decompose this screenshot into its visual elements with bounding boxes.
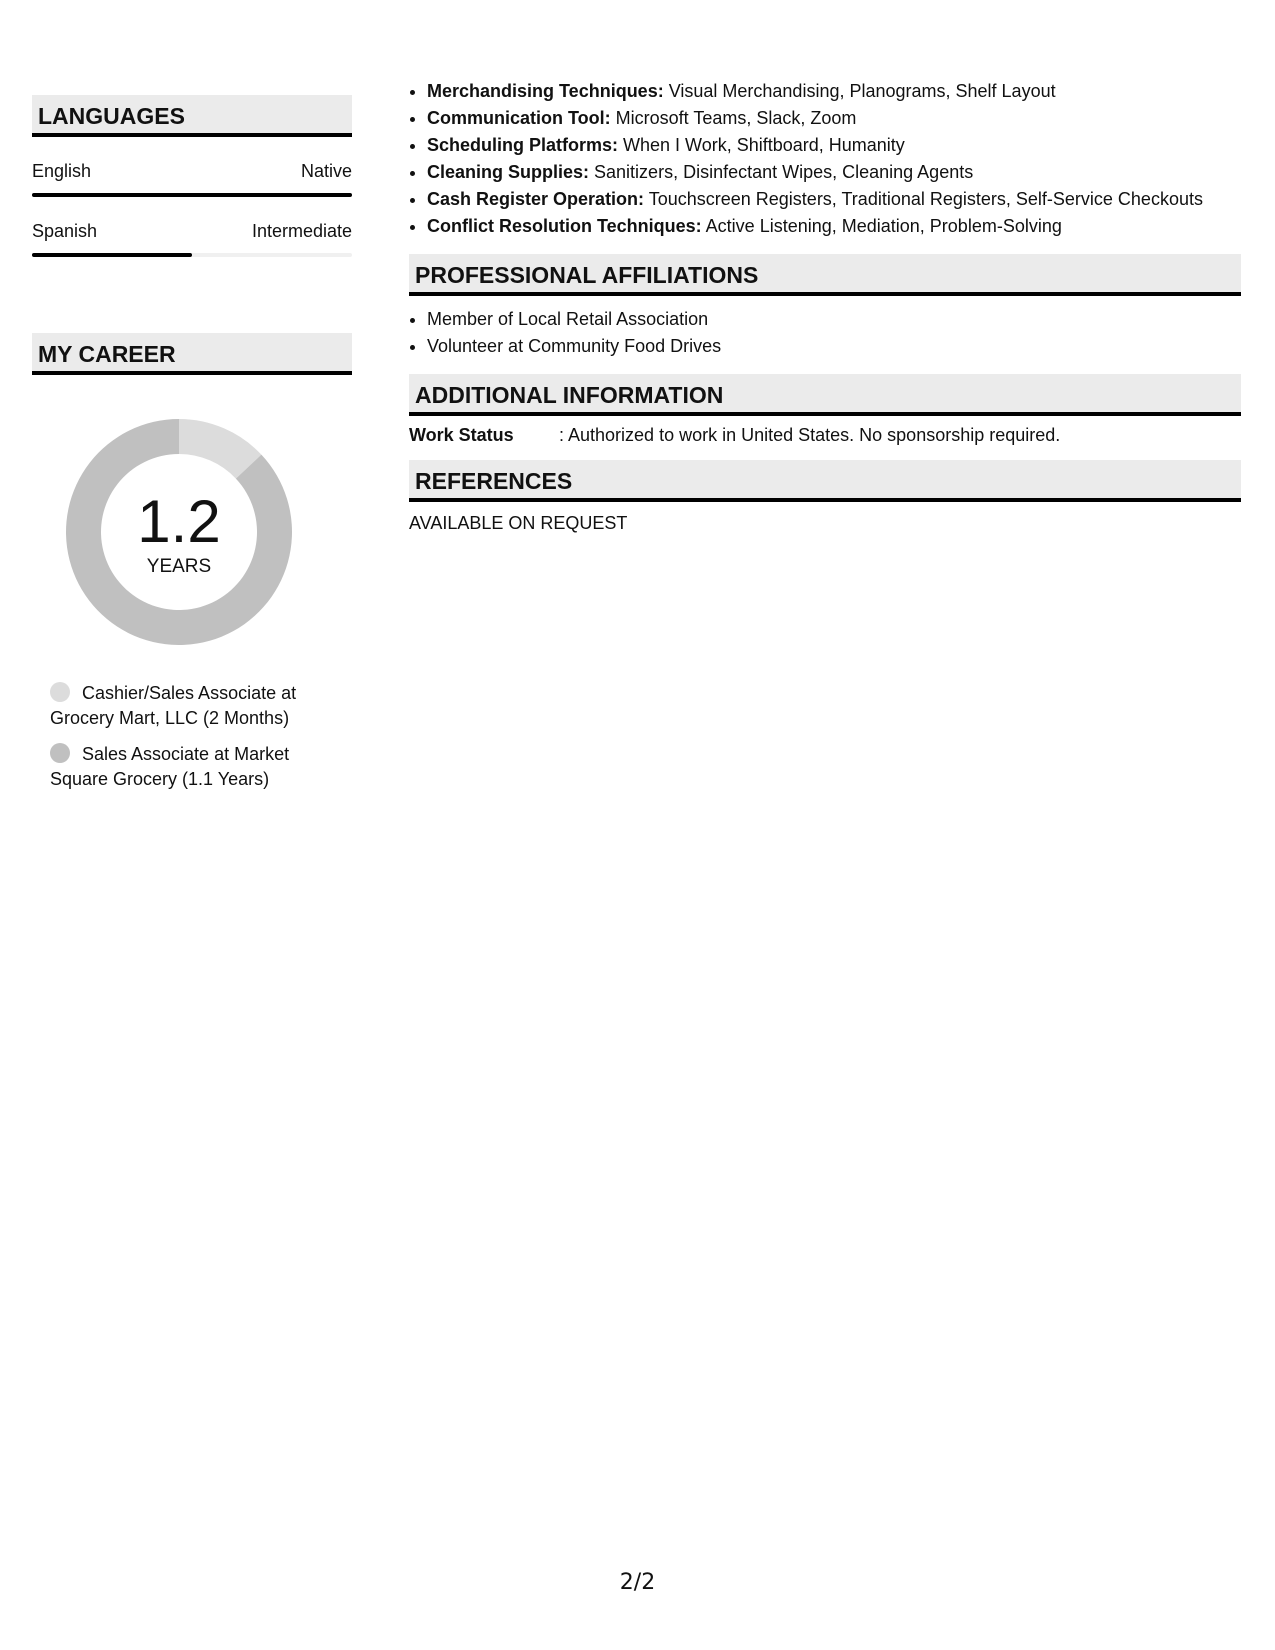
work-status-row [409,424,1241,446]
skill-item [427,78,1241,105]
affiliations-section [409,254,1241,360]
language-proficiency-fill [32,193,352,197]
language-proficiency-bar [32,193,352,197]
legend-dot [50,743,70,763]
career-section [32,333,352,792]
language-name: English [32,161,92,181]
skill-label: Merchandising Techniques: [427,81,664,101]
skill-label: Scheduling Platforms: [427,135,619,155]
references-header: REFERENCES [409,460,1241,502]
skill-label: Communication Tool: [427,108,611,128]
language-proficiency-bar [32,253,352,257]
language-item-english [32,161,352,197]
career-legend [50,681,350,792]
skill-label: Cleaning Supplies: [427,162,590,182]
left-column [32,95,352,803]
language-level: Native [300,161,352,181]
skills-list [409,78,1241,240]
work-status-value: : Authorized to work in United States. No sponsorship required. [559,425,1061,445]
affiliation-item: • Member of Local Retail Association [427,306,1241,333]
right-column [409,78,1241,534]
skill-item [427,105,1241,132]
career-total-value: 1.2 [137,488,221,555]
affiliation-item: • Volunteer at Community Food Drives [427,333,1241,360]
references-section [409,460,1241,534]
skill-value: Sanitizers, Disinfectant Wipes, Cleaning Agents [589,162,974,182]
skill-item [427,159,1241,186]
language-item-spanish [32,221,352,257]
additional-info-header: ADDITIONAL INFORMATION [409,374,1241,416]
work-status-label: Work Status [409,425,514,445]
legend-label: Sales Associate at Market Square Grocery (1.1 Years) [50,744,290,789]
skill-item [427,186,1241,213]
skill-label: Conflict Resolution Techniques: [427,216,702,236]
additional-info-section [409,374,1241,446]
career-donut-chart [66,419,292,645]
legend-item [50,681,350,731]
career-header: MY CAREER [32,333,352,375]
legend-dot [50,682,70,702]
languages-header: LANGUAGES [32,95,352,137]
career-total-unit: YEARS [146,556,212,577]
legend-item [50,742,350,792]
language-level: Intermediate [251,221,352,241]
skill-item [427,132,1241,159]
skill-value: Visual Merchandising, Planograms, Shelf Layout [663,81,1056,101]
legend-label: Cashier/Sales Associate at Grocery Mart, LLC (2 Months) [50,683,297,728]
skill-value: Microsoft Teams, Slack, Zoom [610,108,857,128]
affiliations-list [409,306,1241,360]
affiliations-header: PROFESSIONAL AFFILIATIONS [409,254,1241,296]
skill-value: When I Work, Shiftboard, Humanity [618,135,905,155]
page-number: 2/2 [619,1570,656,1595]
language-name: Spanish [32,221,98,241]
references-text: AVAILABLE ON REQUEST [409,513,628,533]
skill-value: Active Listening, Mediation, Problem-Solving [701,216,1062,236]
skill-item [427,213,1241,240]
skill-value: Touchscreen Registers, Traditional Registers, Self-Service Checkouts [644,189,1203,209]
skill-label: Cash Register Operation: [427,189,645,209]
language-proficiency-fill [32,253,192,257]
